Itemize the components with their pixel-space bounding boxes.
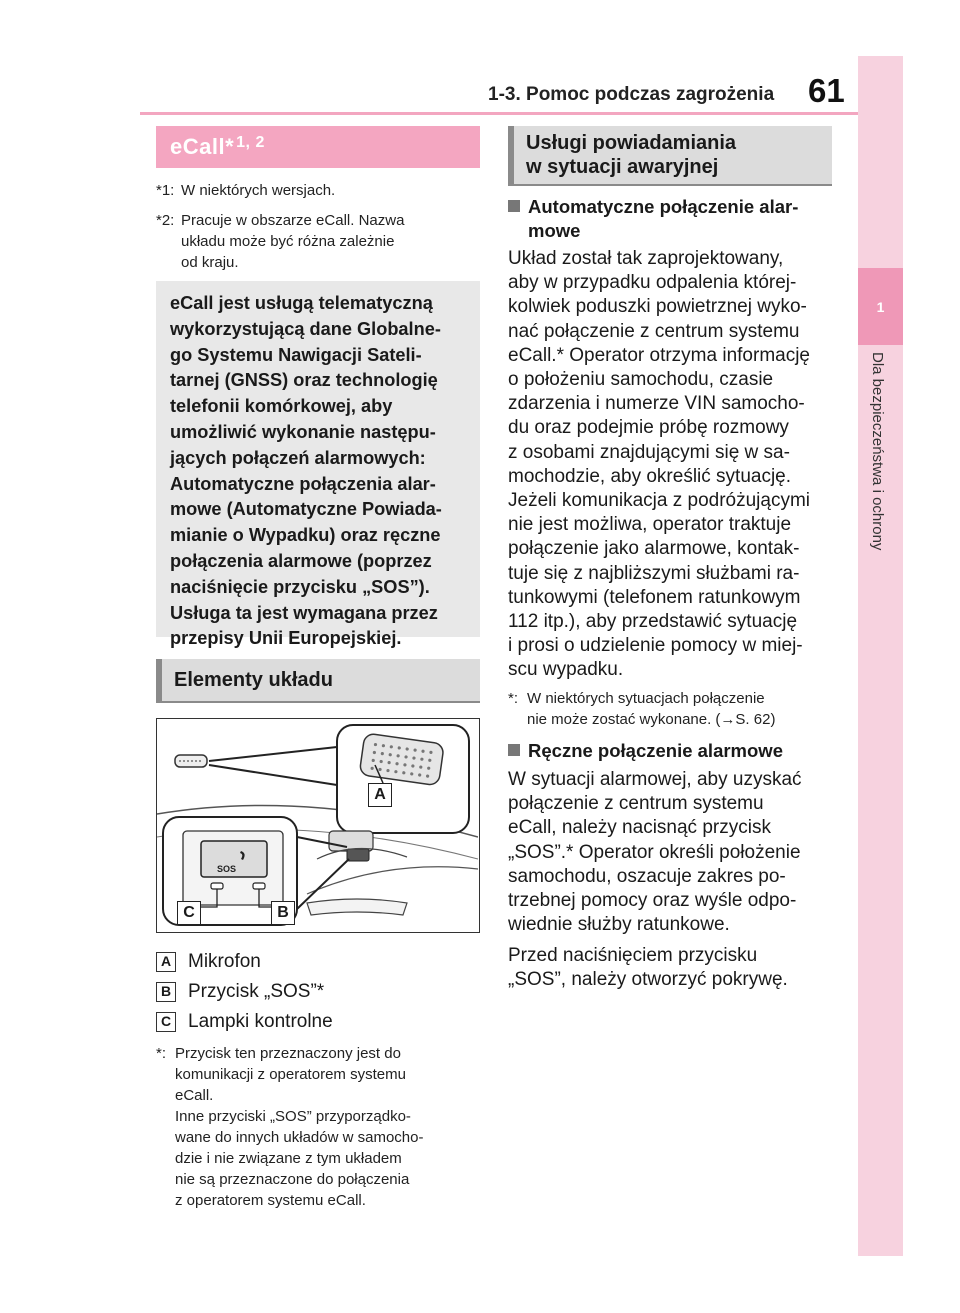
body-line: tuje się z najbliższymi służbami ra- <box>508 562 800 584</box>
sos-button-note <box>156 1043 486 1211</box>
manual-call-body-2 <box>508 944 838 992</box>
legend-item-microphone <box>156 951 261 973</box>
intro-line: mowe (Automatyczne Powiada- <box>170 499 442 520</box>
body-line: mochodzie, aby określić sytuację. <box>508 465 792 487</box>
note-line: wane do innych układów w samocho- <box>175 1129 424 1146</box>
legend-label: Lampki kontrolne <box>188 1011 333 1032</box>
footnote-1 <box>156 180 476 201</box>
intro-line: wykorzystującą dane Globalne- <box>170 318 441 339</box>
note-line: nie są przeznaczone do połączenia <box>175 1171 410 1188</box>
diagram-callout-c: C <box>177 901 201 925</box>
body-line: i prosi o udzielenie pomocy w miej- <box>508 635 803 657</box>
body-line: „SOS”, należy otworzyć pokrywę. <box>508 969 788 991</box>
chapter-side-tab <box>858 56 903 1256</box>
body-line: samochodu, oszacuje zakres po- <box>508 865 786 887</box>
body-line: W sytuacji alarmowej, aby uzyskać <box>508 769 802 790</box>
automatic-call-body <box>508 247 838 683</box>
running-header-title: 1-3. Pomoc podczas zagrożenia <box>488 84 775 105</box>
intro-line: jących połączeń alarmowych: <box>170 447 426 468</box>
square-bullet-icon <box>508 744 520 756</box>
footnote-2 <box>156 210 476 273</box>
auto-heading-line: Automatyczne połączenie alar- <box>528 196 799 217</box>
intro-line: go Systemu Nawigacji Sateli- <box>170 344 422 365</box>
body-line: du oraz podejmie próbę rozmowy <box>508 417 789 439</box>
body-line: o położeniu samochodu, czasie <box>508 369 774 391</box>
body-line: zdarzenia i numerze VIN samocho- <box>508 393 805 415</box>
body-line: eCall.* Operator otrzyma informację <box>508 344 810 366</box>
note-marker: *: <box>156 1045 167 1062</box>
footnote-1-text: W niektórych wersjach. <box>181 182 336 199</box>
intro-line: Automatyczne połączenia alar- <box>170 473 436 494</box>
body-line: tunkowymi (telefonem ratunkowym <box>508 586 801 608</box>
ecall-title-text: eCall* <box>170 134 235 159</box>
footnote-2-line: Pracuje w obszarze eCall. Nazwa <box>181 212 405 229</box>
intro-line: eCall jest usługą telematyczną <box>170 293 433 313</box>
body-line: Jeżeli komunikacja z podróżującymi <box>508 490 811 512</box>
intro-line: naciśnięcie przycisku „SOS”). <box>170 576 430 597</box>
note-line: z operatorem systemu eCall. <box>175 1192 366 1209</box>
body-line: Przed naciśnięciem przycisku <box>508 945 758 966</box>
note-line: W niektórych sytuacjach połączenie <box>527 690 765 707</box>
body-line: aby w przypadku odpalenia której- <box>508 272 797 294</box>
footnote-2-marker: *2: <box>156 212 175 229</box>
body-line: kolwiek poduszki powietrznej wyko- <box>508 296 807 318</box>
header-rule <box>140 112 858 115</box>
notif-title-line: Usługi powiadamiania <box>526 132 737 154</box>
intro-line: przepisy Unii Europejskiej. <box>170 628 402 649</box>
note-line: dzie i nie związane z tym układem <box>175 1150 402 1167</box>
manual-heading-text: Ręczne połączenie alarmowe <box>528 740 783 761</box>
intro-line: telefonii komórkowej, aby <box>170 396 393 417</box>
auto-heading-line: mowe <box>528 220 581 241</box>
legend-item-indicator-lamps <box>156 1011 333 1033</box>
footnote-2-line: układu może być różna zależnie <box>181 233 395 250</box>
body-line: Układ został tak zaprojektowany, <box>508 248 784 269</box>
diagram-illustration <box>157 719 478 931</box>
intro-line: tarnej (GNSS) oraz technologię <box>170 370 438 391</box>
diagram-sos-label: SOS <box>217 864 237 874</box>
chapter-title-vertical: Dla bezpieczeństwa i ochrony <box>869 352 886 551</box>
note-line: Przycisk ten przeznaczony jest do <box>175 1045 401 1062</box>
ecall-intro-box <box>156 281 480 649</box>
page-number: 61 <box>808 72 845 109</box>
body-line: nać połączenie z centrum systemu <box>508 320 800 342</box>
notif-title-line: w sytuacji awaryjnej <box>526 156 719 178</box>
footnote-1-marker: *1: <box>156 182 175 199</box>
manual-call-heading <box>508 739 838 763</box>
diagram-callout-a: A <box>368 783 392 807</box>
ecall-section-title <box>156 126 480 168</box>
body-line: nie jest możliwa, operator traktuje <box>508 514 792 536</box>
legend-label: Mikrofon <box>188 951 261 972</box>
legend-badge: A <box>156 952 176 972</box>
diagram-callout-b: B <box>271 901 295 925</box>
note-line: nie może zostać wykonane. (→S. 62) <box>527 711 776 728</box>
footnote-2-line: od kraju. <box>181 254 239 271</box>
emergency-notification-section-title <box>508 126 832 186</box>
intro-line: umożliwić wykonanie następu- <box>170 421 436 442</box>
body-line: 112 itp.), aby przedstawić sytuację <box>508 611 798 633</box>
ecall-components-diagram <box>156 718 480 933</box>
body-line: scu wypadku. <box>508 659 624 681</box>
body-line: wiednie służby ratunkowe. <box>508 914 730 936</box>
body-line: „SOS”.* Operator określi położenie <box>508 841 801 863</box>
note-line: eCall. <box>175 1087 214 1104</box>
components-section-title <box>156 659 480 703</box>
legend-label: Przycisk „SOS”* <box>188 981 325 1002</box>
body-line: z osobami znajdującymi się w sa- <box>508 441 790 463</box>
legend-badge: C <box>156 1012 176 1032</box>
intro-line: Usługa ta jest wymagana przez <box>170 602 438 623</box>
body-line: trzebnej pomocy oraz wyśle odpo- <box>508 890 797 912</box>
components-title-text: Elementy układu <box>174 668 333 691</box>
manual-call-body <box>508 768 838 937</box>
intro-line: mianie o Wypadku) oraz ręczne <box>170 525 441 546</box>
note-line: Inne przyciski „SOS” przyporządko- <box>175 1108 411 1125</box>
legend-item-sos-button <box>156 981 324 1003</box>
note-marker: *: <box>508 690 519 707</box>
ecall-title-sup: 1, 2 <box>236 134 265 151</box>
legend-badge: B <box>156 982 176 1002</box>
note-line: komunikacji z operatorem systemu <box>175 1066 406 1083</box>
intro-line: połączenia alarmowe (poprzez <box>170 550 432 571</box>
body-line: połączenie jako alarmowe, kontak- <box>508 538 800 560</box>
body-line: połączenie z centrum systemu <box>508 793 764 815</box>
chapter-number-tab: 1 <box>858 268 903 345</box>
body-line: eCall, należy nacisnąć przycisk <box>508 817 771 839</box>
automatic-call-note <box>508 688 838 730</box>
square-bullet-icon <box>508 200 520 212</box>
automatic-call-heading <box>508 195 838 243</box>
